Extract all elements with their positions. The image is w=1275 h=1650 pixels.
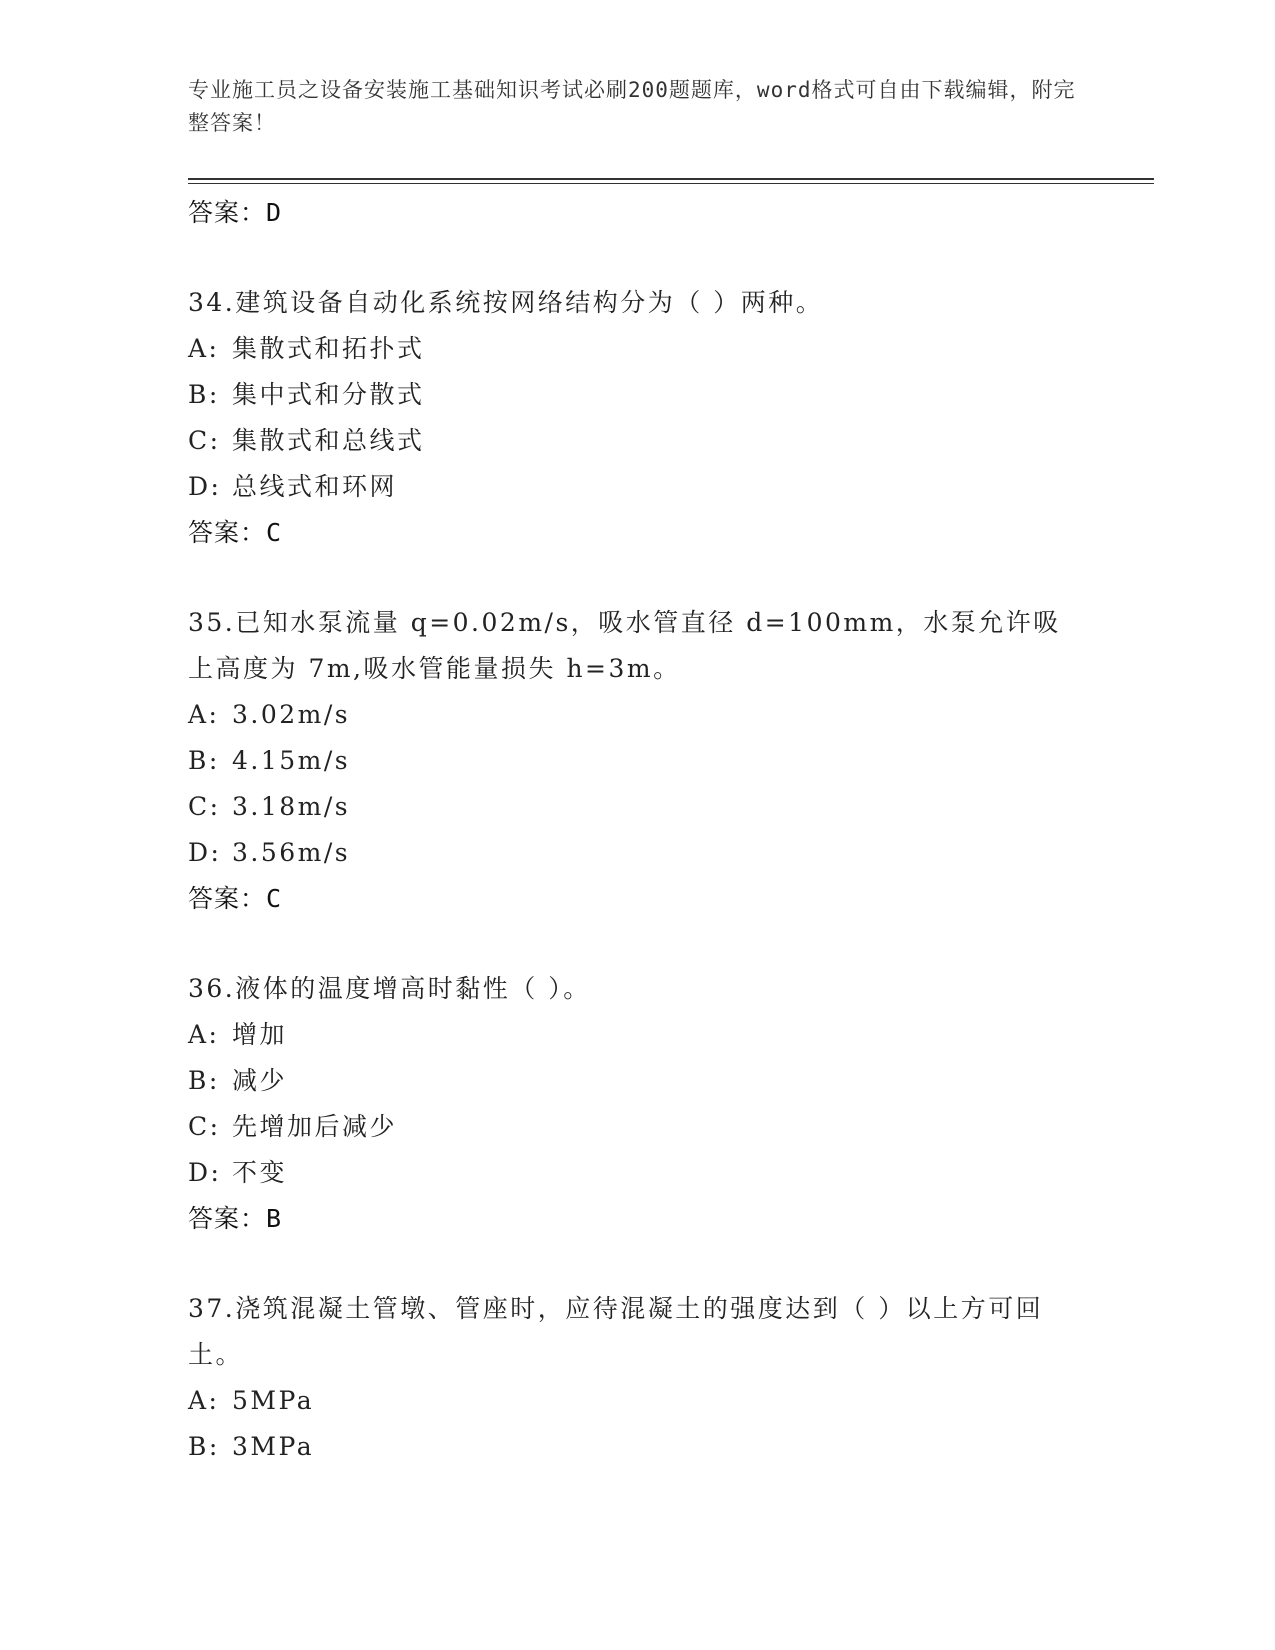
question-title: 37.浇筑混凝土管墩、管座时，应待混凝土的强度达到（ ）以上方可回土。 <box>188 1294 1044 1369</box>
option-key: B: <box>188 1066 220 1095</box>
option-key: D: <box>188 1158 222 1187</box>
option-key: B: <box>188 1432 220 1461</box>
option-d <box>188 830 1068 876</box>
option-text: 3.18m/s <box>232 792 351 821</box>
option-text: 5MPa <box>232 1386 315 1415</box>
option-key: D: <box>188 838 222 867</box>
option-text: 4.15m/s <box>232 746 351 775</box>
question-36 <box>188 966 1068 1242</box>
question-title: 35.已知水泵流量 q=0.02m/s，吸水管直径 d=100mm，水泵允许吸上高度为 7m,吸水管能量损失 h=3m。 <box>188 608 1061 683</box>
option-key: C: <box>188 1112 221 1141</box>
option-c <box>188 418 1068 464</box>
option-key: B: <box>188 746 220 775</box>
answer-line: 答案：C <box>188 884 283 913</box>
option-text: 增加 <box>232 1020 288 1049</box>
option-key: A: <box>188 1386 220 1415</box>
option-b <box>188 372 1068 418</box>
option-key: A: <box>188 1020 220 1049</box>
question-list <box>188 190 1068 1470</box>
option-d <box>188 1150 1068 1196</box>
option-text: 3MPa <box>232 1432 315 1461</box>
option-text: 集散式和总线式 <box>232 426 425 455</box>
option-key: A: <box>188 700 220 729</box>
option-key: A: <box>188 334 220 363</box>
option-key: C: <box>188 426 221 455</box>
option-text: 集散式和拓扑式 <box>232 334 425 363</box>
answer-line: 答案：C <box>188 518 283 547</box>
option-a <box>188 1012 1068 1058</box>
option-text: 减少 <box>232 1066 288 1095</box>
option-c <box>188 784 1068 830</box>
option-text: 集中式和分散式 <box>232 380 425 409</box>
answer-line: 答案：D <box>188 198 283 227</box>
option-text: 先增加后减少 <box>232 1112 398 1141</box>
question-35 <box>188 600 1068 922</box>
header-divider <box>188 178 1154 180</box>
option-a <box>188 692 1068 738</box>
option-c <box>188 1104 1068 1150</box>
document-header: 专业施工员之设备安装施工基础知识考试必刷200题题库，word格式可自由下载编辑，附完整答案！ <box>188 78 1076 135</box>
option-text: 3.56m/s <box>232 838 351 867</box>
option-b <box>188 738 1068 784</box>
option-a <box>188 326 1068 372</box>
option-a <box>188 1378 1068 1424</box>
option-d <box>188 464 1068 510</box>
option-key: D: <box>188 472 222 501</box>
header-divider-thin <box>188 183 1154 184</box>
option-text: 不变 <box>232 1158 288 1187</box>
option-text: 3.02m/s <box>232 700 351 729</box>
question-37 <box>188 1286 1068 1470</box>
option-b <box>188 1058 1068 1104</box>
option-b <box>188 1424 1068 1470</box>
question-title: 34.建筑设备自动化系统按网络结构分为（ ）两种。 <box>188 288 824 317</box>
option-key: B: <box>188 380 220 409</box>
option-key: C: <box>188 792 221 821</box>
answer-line: 答案：B <box>188 1204 283 1233</box>
option-text: 总线式和环网 <box>232 472 398 501</box>
question-34 <box>188 280 1068 556</box>
question-title: 36.液体的温度增高时黏性（ ）。 <box>188 974 591 1003</box>
